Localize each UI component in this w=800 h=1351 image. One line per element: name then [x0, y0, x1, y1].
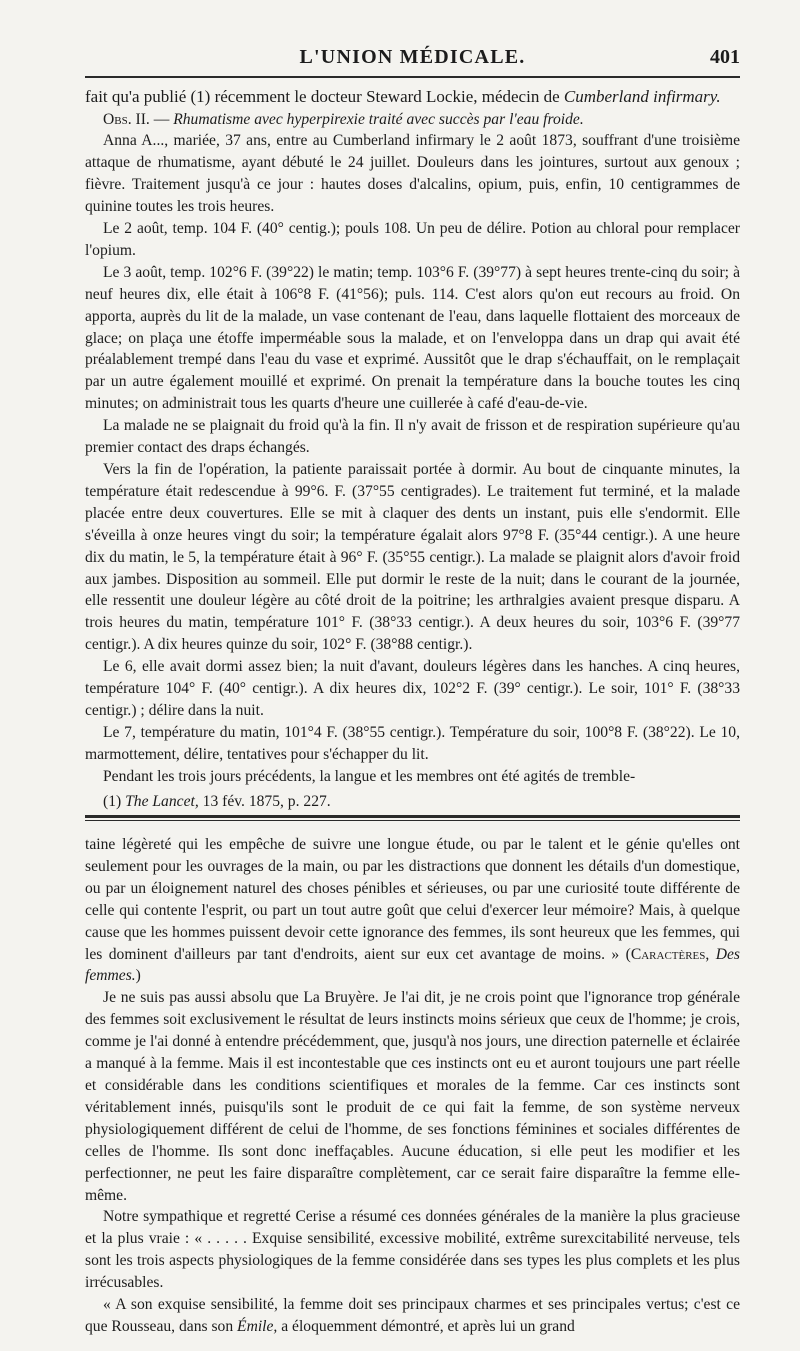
footnote-marker: (1)	[103, 792, 122, 810]
case-paragraph-3: Le 3 août, temp. 102°6 F. (39°22) le matin; temp. 103°6 F. (39°77) à sept heures trente-cinq du soir; à neuf heures dix, elle était à 106°8 F. (41°56); puls. 114. C'est alors qu'on eut recours au froid. On apporta, auprès du lit de la malade, un vase contenant de l'eau, dans laquelle flottaient des morceaux de glace; on plaça une étoffe imperméable sous la malade, et on l'enveloppa dans un drap qui avait été préalablement trempé dans l'eau du vase et exprimé. Aussitôt que le drap s'échauffait, on le remplaçait par un autre également mouillé et exprimé. On prenait la température dans la bouche toutes les cinq minutes; on administrait tous les quarts d'heure une cuillerée à café d'eau-de-vie.	[85, 263, 740, 413]
observation-label: Obs. II.	[103, 110, 150, 128]
case-paragraph-1: Anna A..., mariée, 37 ans, entre au Cumberland infirmary le 2 août 1873, souffrant d'une troisième attaque de rhumatisme, ayant débuté le 24 juillet. Douleurs dans les jointures, surtout aux genoux ; fièvre. Traitement jusqu'à ce jour : hautes doses d'alcalins, opium, puis, enfin, 10 centigrammes de quinine toutes les trois heures.	[85, 132, 740, 216]
article-top-section	[85, 86, 740, 813]
journal-title: L'UNION MÉDICALE.	[299, 46, 526, 68]
page-number: 401	[710, 46, 740, 68]
case-paragraph-5: Vers la fin de l'opération, la patiente paraissait portée à dormir. Au bout de cinquante minutes, la température était redescendue à 99°6. F. (37°55 centigrades). Le traitement fut terminé, et la malade placée entre deux couvertures. Elle se mit à claquer des dents un instant, puis elle s'endormit. Elle s'éveilla à onze heures vingt du soir; la température égalait alors 97°8 F. (35°44 centigr.). A une heure dix du matin, le 5, la température était à 96° F. (35°55 centigr.). La malade se plaignit alors d'avoir froid aux jambes. Disposition au sommeil. Elle put dormir le reste de la nuit; dans le courant de la journée, elle ressentit une douleur légère au côté droit de la poitrine; les arthralgies avaient presque disparu. A trois heures du matin, température 101° F. (38°33 centigr.). A deux heures du soir, 103°6 F. (39°77 centigr.). A dix heures quinze du soir, 102° F. (38°88 centigr.).	[85, 461, 740, 654]
feuilleton-text-4a: « A son exquise sensibilité, la femme doit ses principaux charmes et ses principales vertus; c'est ce que Rousseau, dans son	[85, 1296, 740, 1335]
observation-dash: —	[149, 110, 174, 128]
feuilleton-text-1: taine légèreté qui les empêche de suivre une longue étude, ou par le talent et le génie qu'elles ont seulement pour les ouvrages de la main, ou par les distractions que donnent les détails d'un domestique, ou par un éloignement naturel des choses pénibles et sérieuses, ou par une curiosité toute différente de celle qui contente l'esprit, ou part un tout autre goût que celui d'exercer leur mémoire? Mais, à quelque cause que les hommes puissent devoir cette ignorance des femmes, ils sont heureux que les femmes, qui les dominent d'ailleurs par tant d'endroits, aient sur eux cet avantage de moins. » (	[85, 836, 740, 963]
feuilleton-text-4b: a éloquemment démontré, et après lui un grand	[281, 1317, 575, 1335]
feuilleton-paragraph-2: Je ne suis pas aussi absolu que La Bruyère. Je l'ai dit, je ne crois point que l'ignorance trop générale des femmes soit exclusivement le résultat de leurs instincts moins sérieux que ceux de l'homme; je crois, comme je l'ai donné à entendre précédemment, que, jusqu'à nos jours, une direction paternelle et éclairée a manqué à la femme. Mais il est incontestable que ces instincts ont eu et auront toujours une part réelle et considérable dans les conditions scientifiques et morales de la femme. Car ces instincts sont véritablement innés, puisqu'ils sont le produit de ce qui fait la femme, de son système nerveux physiologiquement différent de celui de l'homme, de ses fonctions féminines et sociales différentes de celles de l'homme. Ils sont donc ineffaçables. Aucune éducation, si elle peut les modifier et les perfectionner, ne peut les faire disparaître complètement, car ce serait faire disparaître la femme elle-même.	[85, 989, 740, 1204]
footnote-journal: The Lancet,	[125, 792, 199, 810]
case-paragraph-2: Le 2 août, temp. 104 F. (40° centig.); pouls 108. Un peu de délire. Potion au chloral pour remplacer l'opium.	[85, 220, 740, 259]
article-bottom-section	[85, 834, 740, 1338]
page-header	[85, 40, 740, 76]
case-paragraph-7: Le 7, température du matin, 101°4 F. (38°55 centigr.). Température du soir, 100°8 F. (38°22). Le 10, marmottement, délire, tentatives pour s'échapper du lit.	[85, 723, 740, 763]
case-paragraph-4: La malade ne se plaignait du froid qu'à la fin. Il n'y avait de frisson et de respiration supérieure qu'au premier contact des draps échangés.	[85, 417, 740, 457]
header-rule	[85, 76, 740, 78]
footnote-citation: 13 fév. 1875, p. 227.	[202, 792, 331, 810]
intro-paragraph	[85, 86, 740, 109]
feuilleton-work: Des femmes.	[85, 945, 740, 985]
feuilleton-paragraph-1	[85, 834, 740, 987]
case-paragraph-6: Le 6, elle avait dormi assez bien; la nuit d'avant, douleurs légères dans les hanches. A cinq heures, température 104° F. (40° centigr.). A dix heures dix, 102°2 F. (39° centigr.). Le soir, 101° F. (38°33 centigr.) ; délire dans la nuit.	[85, 658, 740, 719]
intro-text: fait qu'a publié (1) récemment le docteur Steward Lockie, médecin de	[85, 87, 560, 106]
feuilleton-close: )	[135, 967, 141, 985]
case-paragraph-8: Pendant les trois jours précédents, la langue et les membres ont été agités de tremble-	[103, 767, 636, 785]
observation-heading	[85, 109, 740, 131]
feuilleton-paragraph-3: Notre sympathique et regretté Cerise a résumé ces données générales de la manière la plus gracieuse et la plus vraie : « . . . . . Exquise sensibilité, excessive mobilité, extrême surexcitabilité nerveuse, tels sont les trois aspects physiologiques de la femme considérée dans ses types les plus complets et les plus irrécusables.	[85, 1208, 740, 1292]
intro-italic: Cumberland infirmary.	[563, 87, 721, 106]
section-separator-thin	[85, 820, 740, 821]
feuilleton-paragraph-4	[85, 1294, 740, 1338]
feuilleton-emile: Émile,	[237, 1317, 278, 1335]
section-separator-thick	[85, 815, 740, 818]
footnote	[85, 791, 740, 813]
observation-title: Rhumatisme avec hyperpirexie traité avec succès par l'eau froide.	[173, 110, 584, 128]
feuilleton-source: Caractères,	[630, 945, 710, 963]
